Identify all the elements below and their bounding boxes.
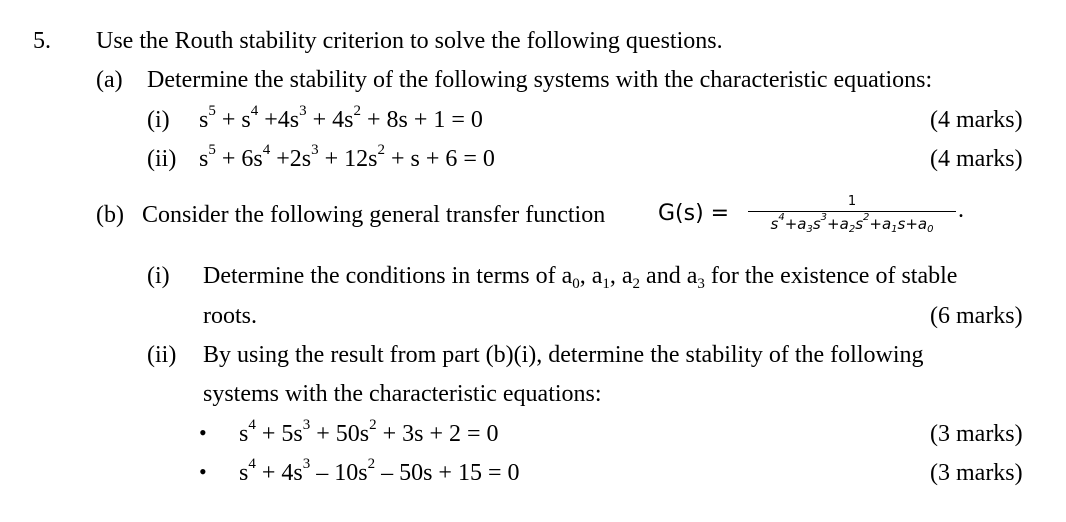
part-a-ii-label: (ii)	[147, 146, 177, 172]
part-b-ii-line2: systems with the characteristic equations:	[203, 381, 602, 407]
part-b-i-text-post: for the existence of stable	[704, 263, 958, 289]
bullet-icon: •	[199, 459, 207, 484]
part-a-i-label: (i)	[147, 107, 170, 133]
part-b-label: (b)	[96, 202, 124, 228]
transfer-function-period: .	[958, 197, 964, 223]
part-b-ii-marks-1: (3 marks)	[930, 421, 1023, 447]
part-a-label: (a)	[96, 67, 123, 93]
part-b-i-line2: roots.	[203, 303, 257, 329]
part-b-ii-line1: By using the result from part (b)(i), determine the stability of the following	[203, 342, 924, 368]
part-b-i-text-pre: Determine the conditions in terms of a	[203, 263, 573, 289]
transfer-function-numerator: 1	[847, 194, 857, 209]
part-b-ii-equation-1: $s^4 + 5s^3 + 50s^2 + 3s + 2 = 0$	[239, 417, 499, 447]
part-b-i-marks: (6 marks)	[930, 303, 1023, 329]
part-a-ii-equation: $s^5 + 6s^4 +2s^3 + 12s^2 + s + 6 = 0$	[199, 142, 495, 172]
part-b-i-line1: Determine the conditions in terms of $a_0$, $a_1$, $a_2$ and $a_3$ for the existence of stable	[203, 263, 958, 292]
part-a-ii-marks: (4 marks)	[930, 146, 1023, 172]
transfer-function-lhs: G(s) =	[658, 201, 730, 226]
bullet-icon: •	[199, 420, 207, 445]
question-number: 5.	[33, 28, 51, 54]
transfer-function-fraction	[748, 193, 956, 235]
transfer-function-denominator: $s^4+a_3s^3+a_2s^2+a_1s+a_0$	[770, 212, 934, 235]
part-b-i-label: (i)	[147, 263, 170, 289]
part-b-i-sep1: , a	[579, 263, 603, 289]
part-b-i-and: and a	[640, 263, 698, 289]
part-b-ii-equation-2: $s^4 + 4s^3 - 10s^2 - 50s + 15 = 0$	[239, 456, 520, 486]
part-a-i-marks: (4 marks)	[930, 107, 1023, 133]
part-a-text: Determine the stability of the following systems with the characteristic equations:	[147, 67, 933, 93]
part-b-ii-marks-2: (3 marks)	[930, 460, 1023, 486]
question-intro: Use the Routh stability criterion to solve the following questions.	[96, 28, 723, 54]
part-a-i-equation: $s^5 + s^4 +4s^3 + 4s^2 + 8s + 1 = 0$	[199, 103, 483, 133]
part-b-ii-label: (ii)	[147, 342, 177, 368]
part-b-text: Consider the following general transfer function	[142, 202, 606, 228]
part-b-i-sep2: , a	[609, 263, 633, 289]
